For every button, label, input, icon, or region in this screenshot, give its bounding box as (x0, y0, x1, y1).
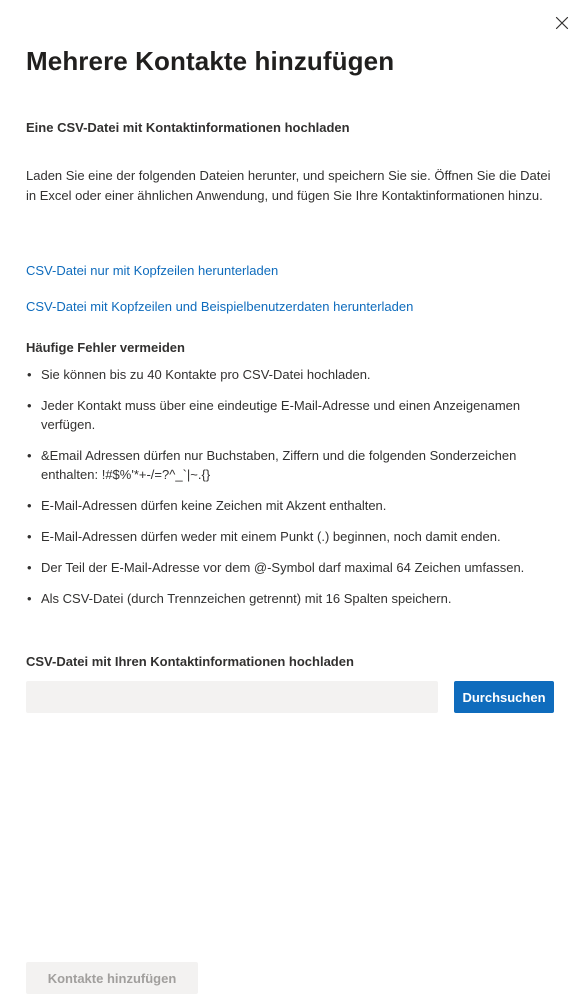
list-item-text: Jeder Kontakt muss über eine eindeutige E-Mail-Adresse und einen Anzeigenamen verfügen. (41, 398, 521, 432)
page-title: Mehrere Kontakte hinzufügen (26, 46, 395, 76)
csv-instructions: Laden Sie eine der folgenden Dateien herunter, und speichern Sie sie. Öffnen Sie die Datei in Excel oder einer ähnlichen Anwendung, und fügen Sie Ihre Kontaktinformationen hinzu. (26, 168, 551, 203)
list-item-text: &Email Adressen dürfen nur Buchstaben, Ziffern und die folgenden Sonderzeichen enthalten: !#$%'*+-/=?^_`|~.{} (41, 448, 517, 482)
list-item (26, 365, 561, 384)
add-contacts-button[interactable]: Kontakte hinzufügen (26, 962, 198, 994)
list-item (26, 446, 561, 484)
list-item-text: E-Mail-Adressen dürfen keine Zeichen mit Akzent enthalten. (41, 498, 387, 513)
upload-section-heading: CSV-Datei mit Ihren Kontaktinformationen hochladen (26, 654, 354, 669)
bullet-icon: • (27, 591, 32, 606)
bullet-icon: • (27, 529, 32, 544)
download-headers-only-link[interactable]: CSV-Datei nur mit Kopfzeilen herunterladen (26, 263, 279, 278)
file-path-field[interactable] (26, 681, 438, 713)
browse-button[interactable]: Durchsuchen (454, 681, 554, 713)
bullet-icon: • (27, 398, 32, 413)
close-button[interactable] (552, 13, 572, 33)
close-icon (552, 13, 572, 33)
bullet-icon: • (27, 498, 32, 513)
list-item (26, 558, 561, 577)
list-item (26, 589, 561, 608)
bullet-icon: • (27, 560, 32, 575)
bullet-icon: • (27, 367, 32, 382)
common-errors-list (26, 365, 561, 620)
list-item-text: Als CSV-Datei (durch Trennzeichen getrennt) mit 16 Spalten speichern. (41, 591, 452, 606)
list-item-text: E-Mail-Adressen dürfen weder mit einem Punkt (.) beginnen, noch damit enden. (41, 529, 501, 544)
csv-section-heading: Eine CSV-Datei mit Kontaktinformationen hochladen (26, 120, 350, 135)
list-item (26, 496, 561, 515)
list-item (26, 527, 561, 546)
common-errors-heading: Häufige Fehler vermeiden (26, 340, 185, 355)
list-item-text: Der Teil der E-Mail-Adresse vor dem @-Symbol darf maximal 64 Zeichen umfassen. (41, 560, 525, 575)
bullet-icon: • (27, 448, 32, 463)
list-item-text: Sie können bis zu 40 Kontakte pro CSV-Datei hochladen. (41, 367, 371, 382)
download-sample-data-link[interactable]: CSV-Datei mit Kopfzeilen und Beispielbenutzerdaten herunterladen (26, 299, 414, 314)
list-item (26, 396, 561, 434)
